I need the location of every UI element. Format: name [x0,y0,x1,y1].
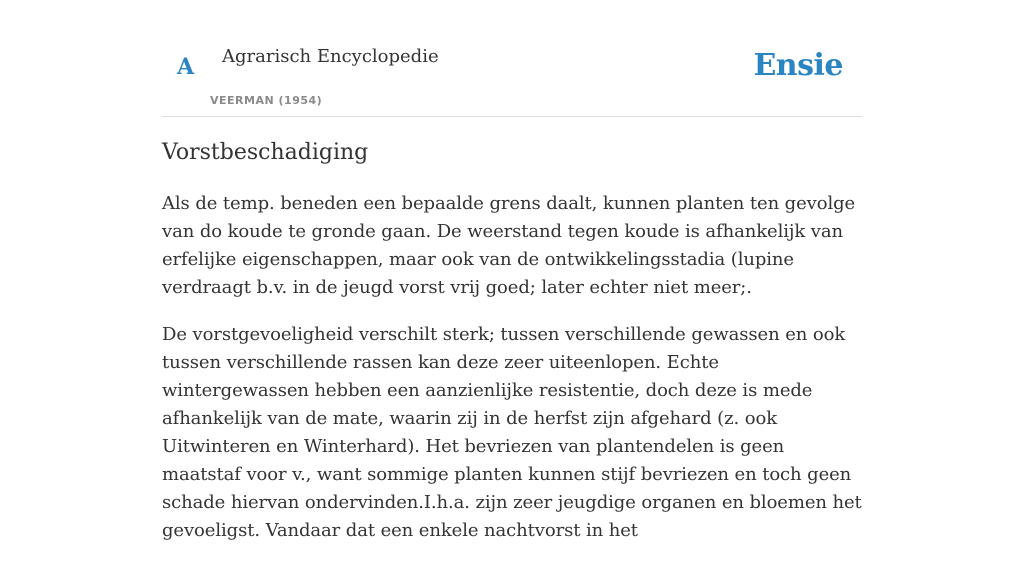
ensie-logo[interactable]: Ensie [753,48,843,83]
site-header [162,0,862,117]
encyclopedia-meta: VEERMAN (1954) [210,94,323,107]
article-title: Vorstbeschadiging [162,140,369,165]
article-paragraph: Als de temp. beneden een bepaalde grens daalt, kunnen planten ten gevolge van do koude te gronde gaan. De weerstand tegen koude is afhankelijk van erfelijke eigenschappen, maar ook van de ontwikkelingsstadia (lupine verdraagt b.v. in de jeugd vorst vrij goed; later echter niet meer;. [162,192,856,298]
letter-link[interactable]: A [177,54,195,80]
encyclopedia-title[interactable]: Agrarisch Encyclopedie [222,46,439,67]
article [162,138,862,564]
article-paragraph: De vorstgevoeligheid verschilt sterk; tussen verschillende gewassen en ook tussen verschillende rassen kan deze zeer uiteenlopen. Echte wintergewassen hebben een aanzienlijke resistentie, doch deze is mede afhankelijk van de mate, waarin zij in de herfst zijn afgehard (z. ook Uitwinteren en Winterhard). Het bevriezen van plantendelen is geen maatstaf voor v., want sommige planten kunnen stijf bevriezen en toch geen schade hiervan ondervinden.I.h.a. zijn zeer jeugdige organen en bloemen het gevoeligst. Vandaar dat een enkele nachtvorst in het [162,323,862,541]
